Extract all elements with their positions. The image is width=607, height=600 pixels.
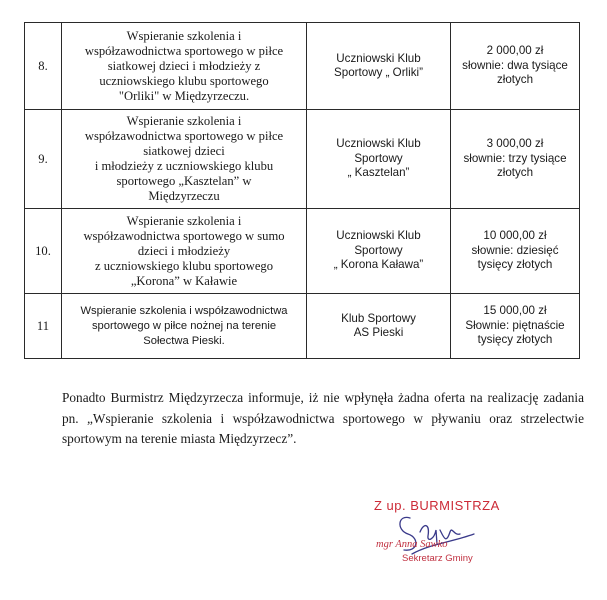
table-row — [25, 209, 580, 294]
club-name: Uczniowski Klub Sportowy „ Korona Kaława” — [307, 209, 451, 294]
grant-amount: 15 000,00 zł Słownie: piętnaście tysięcy złotych — [451, 294, 580, 359]
grant-amount: 2 000,00 zł słownie: dwa tysiące złotych — [451, 23, 580, 110]
row-number: 9. — [25, 110, 62, 209]
grant-amount: 10 000,00 zł słownie: dziesięć tysięcy złotych — [451, 209, 580, 294]
row-number: 10. — [25, 209, 62, 294]
grant-amount: 3 000,00 zł słownie: trzy tysiące złotych — [451, 110, 580, 209]
task-description: Wspieranie szkolenia i współzawodnictwa sportowego w piłce nożnej na terenie Sołectwa Pieski. — [62, 294, 307, 359]
grants-table — [24, 22, 580, 359]
official-stamp — [366, 494, 546, 574]
task-description: Wspieranie szkolenia i współzawodnictwa sportowego w sumo dzieci i młodzieży z uczniowskiego klubu sportowego „Korona” w Kaławie — [62, 209, 307, 294]
row-number: 11 — [25, 294, 62, 359]
club-name: Klub Sportowy AS Pieski — [307, 294, 451, 359]
task-description: Wspieranie szkolenia i współzawodnictwa sportowego w piłce siatkowej dzieci i młodzieży z uczniowskiego klubu sportowego "Orliki" w Międzyrzeczu. — [62, 23, 307, 110]
table-row — [25, 294, 580, 359]
club-name: Uczniowski Klub Sportowy „ Orliki” — [307, 23, 451, 110]
signatory-role: Sekretarz Gminy — [402, 553, 473, 564]
table-row — [25, 23, 580, 110]
club-name: Uczniowski Klub Sportowy „ Kasztelan” — [307, 110, 451, 209]
task-description: Wspieranie szkolenia i współzawodnictwa sportowego w piłce siatkowej dzieci i młodzieży z uczniowskiego klubu sportowego „Kasztelan” w Międzyrzeczu — [62, 110, 307, 209]
stamp-title: Z up. BURMISTRZA — [374, 498, 500, 513]
row-number: 8. — [25, 23, 62, 110]
additional-information: Ponadto Burmistrz Międzyrzecza informuje, iż nie wpłynęła żadna oferta na realizację zadania pn. „Wspieranie szkolenia i współzawodnictwa sportowego w pływaniu oraz strzelectwie sportowym na terenie miasta Międzyrzecz”. — [62, 390, 584, 447]
signatory-name: mgr Anna Sawko — [376, 539, 448, 550]
table-row — [25, 110, 580, 209]
